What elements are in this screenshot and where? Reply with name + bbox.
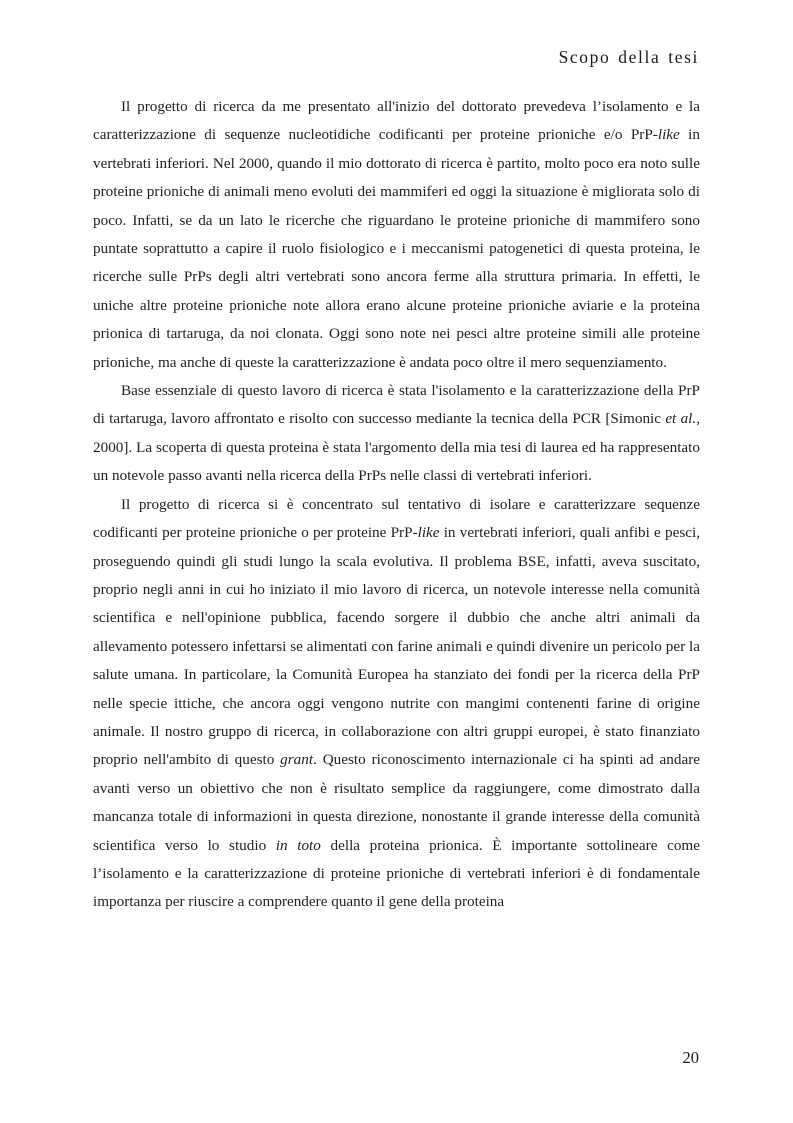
text-run: Il progetto di ricerca da me presentato all'inizio del dottorato prevedeva l’isolamento e la caratterizzazione di sequenze nucleotidiche codificanti per proteine prioniche e/o PrP- (93, 98, 700, 144)
body-text (93, 93, 700, 917)
text-run: della proteina prionica. È importante sottolineare come l’isolamento e la caratterizzazione di proteine prioniche di vertebrati inferiori è di fondamentale importanza per riuscire a comprendere quanto il gene della proteina (93, 836, 700, 911)
italic-term: et al. (665, 410, 697, 428)
text-run: in vertebrati inferiori. Nel 2000, quando il mio dottorato di ricerca è partito, molto poco era noto sulle proteine prioniche di animali meno evoluti dei mammiferi ed oggi la situazione è migliorata solo di poco. Infatti, se da un lato le ricerche che riguardano le proteine prioniche di mammifero sono puntate soprattutto a capire il ruolo fisiologico e i meccanismi patogenetici di questa proteina, le ricerche sulle PrPs degli altri vertebrati sono ancora ferme alla struttura primaria. In effetti, le uniche altre proteine prioniche note allora erano alcune proteine prioniche aviarie e la proteina prionica di tartaruga, da noi clonata. Oggi sono note nei pesci altre proteine simili alle proteine prioniche, ma anche di queste la caratterizzazione è andata poco oltre il mero sequenziamento. (93, 126, 700, 371)
italic-term: grant (280, 751, 314, 769)
text-run: in vertebrati inferiori, quali anfibi e pesci, proseguendo quindi gli studi lungo la scala evolutiva. Il problema BSE, infatti, aveva suscitato, proprio negli anni in cui ho iniziato il mio lavoro di ricerca, un notevole interesse nella comunità scientifica e nell'opinione pubblica, facendo sorgere il dubbio che anche altri animali da allevamento potessero infettarsi se alimentati con farine animali e quindi divenire un pericolo per la salute umana. In particolare, la Comunità Europea ha stanziato dei fondi per la ricerca della PrP nelle specie ittiche, che ancora oggi vengono nutrite con mangimi contenenti farine di origine animale. Il nostro gruppo di ricerca, in collaborazione con altri gruppi europei, è stato finanziato proprio nell'ambito di questo (93, 524, 700, 769)
text-run: Il progetto di ricerca si è concentrato sul tentativo di isolare e caratterizzare sequenze codificanti per proteine prioniche o per proteine PrP- (93, 495, 700, 542)
text-run: , 2000]. La scoperta di questa proteina è stata l'argomento della mia tesi di laurea ed ha rappresentato un notevole passo avanti nella ricerca della PrPs nelle classi di vertebrati inferiori. (93, 410, 700, 485)
italic-term: like (657, 126, 680, 144)
text-run: Base essenziale di questo lavoro di ricerca è stata l'isolamento e la caratterizzazione della PrP di tartaruga, lavoro affrontato e risolto con successo mediante la tecnica della PCR [Simonic (93, 382, 700, 428)
italic-term: in toto (275, 836, 321, 854)
italic-term: like (417, 524, 440, 542)
paragraph (93, 491, 700, 917)
page-number: 20 (682, 1048, 699, 1067)
running-header: Scopo della tesi (558, 47, 699, 67)
text-run: . Questo riconoscimento internazionale ci ha spinti ad andare avanti verso un obiettivo che non è risultato semplice da raggiungere, come dimostrato dalla mancanza totale di informazioni in questa direzione, nonostante il grande interesse della comunità scientifica verso lo studio (93, 751, 701, 854)
paragraph (93, 93, 700, 377)
paragraph (93, 377, 700, 491)
